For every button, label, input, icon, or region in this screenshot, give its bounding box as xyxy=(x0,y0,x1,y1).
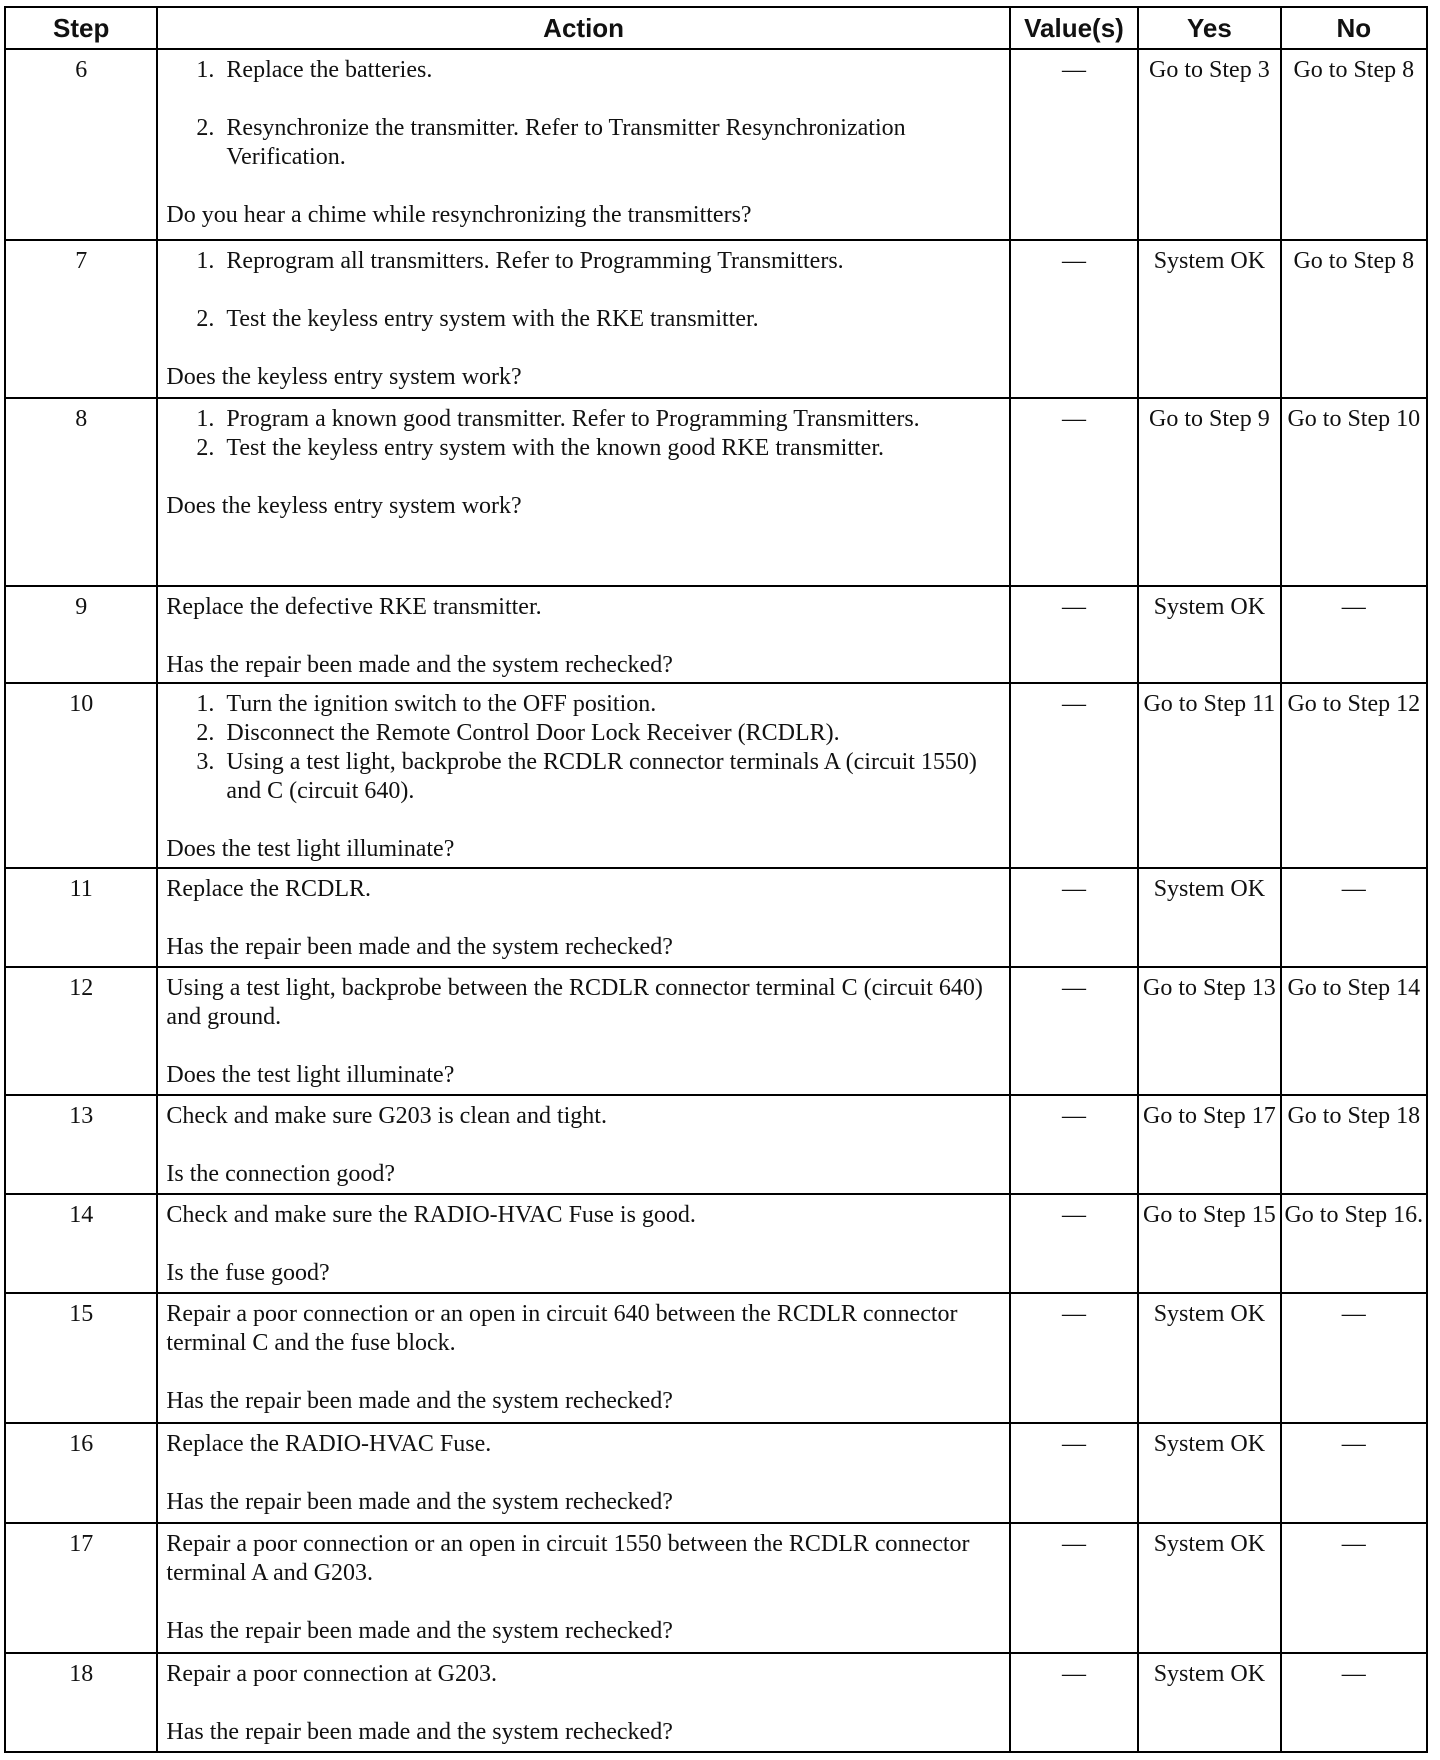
yes-cell: Go to Step 11 xyxy=(1138,683,1280,868)
no-cell: Go to Step 18 xyxy=(1281,1095,1427,1194)
action-text: Replace the defective RKE transmitter. xyxy=(166,593,542,620)
step-number: 13 xyxy=(5,1095,157,1194)
step-item-number: 1. xyxy=(196,57,215,83)
table-row xyxy=(5,967,1427,1096)
yes-cell: System OK xyxy=(1138,868,1280,967)
action-text: Replace the RADIO-HVAC Fuse. xyxy=(166,1431,492,1458)
value-cell: — xyxy=(1010,967,1138,1096)
table-row xyxy=(5,1095,1427,1194)
no-cell: Go to Step 12 xyxy=(1281,683,1427,868)
value-cell: — xyxy=(1010,1095,1138,1194)
action-steps xyxy=(166,56,1002,172)
action-text: Check and make sure G203 is clean and tight. xyxy=(166,1103,607,1130)
diagnostic-table xyxy=(4,6,1428,1753)
step-number: 14 xyxy=(5,1194,157,1293)
yes-cell: System OK xyxy=(1138,1653,1280,1752)
step-item-number: 1. xyxy=(196,405,215,432)
step-item-text: Reprogram all transmitters. Refer to Programming Transmitters. xyxy=(226,248,844,274)
value-cell: — xyxy=(1010,1653,1138,1752)
question-text: Does the keyless entry system work? xyxy=(166,364,522,390)
question-text: Does the keyless entry system work? xyxy=(166,492,522,519)
action-text: Repair a poor connection or an open in circuit 1550 between the RCDLR connector terminal A and G203. xyxy=(166,1530,970,1586)
table-row xyxy=(5,683,1427,868)
step-number: 17 xyxy=(5,1523,157,1654)
yes-cell: Go to Step 3 xyxy=(1138,49,1280,240)
action-steps xyxy=(166,247,1002,334)
action-step xyxy=(166,405,1002,434)
no-cell: — xyxy=(1281,868,1427,967)
step-item-number: 2. xyxy=(196,720,215,747)
action-cell xyxy=(157,1653,1009,1752)
yes-cell: System OK xyxy=(1138,240,1280,398)
action-step xyxy=(166,690,1002,719)
step-number: 8 xyxy=(5,398,157,586)
action-cell xyxy=(157,1523,1009,1654)
step-item-text: Disconnect the Remote Control Door Lock Receiver (RCDLR). xyxy=(226,720,840,747)
table-row xyxy=(5,586,1427,684)
no-cell: — xyxy=(1281,1423,1427,1523)
yes-cell: System OK xyxy=(1138,1523,1280,1654)
no-cell: — xyxy=(1281,1523,1427,1654)
no-cell: — xyxy=(1281,1293,1427,1424)
no-cell: Go to Step 16. xyxy=(1281,1194,1427,1293)
step-number: 15 xyxy=(5,1293,157,1424)
value-cell: — xyxy=(1010,1523,1138,1654)
header-row xyxy=(5,7,1427,49)
action-step xyxy=(166,247,1002,276)
action-steps xyxy=(166,690,1002,806)
action-cell xyxy=(157,1293,1009,1424)
no-cell: — xyxy=(1281,586,1427,684)
yes-cell: Go to Step 13 xyxy=(1138,967,1280,1096)
question-text: Has the repair been made and the system rechecked? xyxy=(166,1387,673,1414)
table-row xyxy=(5,398,1427,586)
question-text: Does the test light illuminate? xyxy=(166,836,455,863)
no-cell: Go to Step 14 xyxy=(1281,967,1427,1096)
question-text: Has the repair been made and the system rechecked? xyxy=(166,1489,673,1516)
action-cell xyxy=(157,967,1009,1096)
table-row xyxy=(5,1653,1427,1752)
question-text: Is the connection good? xyxy=(166,1161,396,1188)
action-text: Repair a poor connection at G203. xyxy=(166,1661,497,1688)
action-cell xyxy=(157,586,1009,684)
step-number: 12 xyxy=(5,967,157,1096)
value-cell: — xyxy=(1010,586,1138,684)
step-item-number: 2. xyxy=(196,434,215,461)
header-values: Value(s) xyxy=(1010,7,1138,49)
value-cell: — xyxy=(1010,240,1138,398)
question-text: Has the repair been made and the system rechecked? xyxy=(166,1719,673,1746)
action-text: Using a test light, backprobe between the RCDLR connector terminal C (circuit 640) and ground. xyxy=(166,974,983,1030)
question-text: Has the repair been made and the system rechecked? xyxy=(166,1617,673,1644)
value-cell: — xyxy=(1010,398,1138,586)
step-item-text: Turn the ignition switch to the OFF position. xyxy=(226,691,657,718)
action-text: Repair a poor connection or an open in circuit 640 between the RCDLR connector terminal C and the fuse block. xyxy=(166,1300,958,1356)
step-item-number: 2. xyxy=(196,306,215,332)
step-item-text: Resynchronize the transmitter. Refer to Transmitter Resynchronization Verification. xyxy=(226,115,906,170)
step-item-number: 3. xyxy=(196,749,215,776)
step-item-text: Replace the batteries. xyxy=(226,57,433,83)
action-cell xyxy=(157,1423,1009,1523)
yes-cell: System OK xyxy=(1138,1293,1280,1424)
no-cell: — xyxy=(1281,1653,1427,1752)
step-item-text: Test the keyless entry system with the known good RKE transmitter. xyxy=(226,434,884,461)
action-cell xyxy=(157,49,1009,240)
question-text: Is the fuse good? xyxy=(166,1259,330,1286)
action-cell xyxy=(157,1194,1009,1293)
table-row xyxy=(5,240,1427,398)
yes-cell: Go to Step 15 xyxy=(1138,1194,1280,1293)
table-row xyxy=(5,49,1427,240)
action-step xyxy=(166,305,1002,334)
table-row xyxy=(5,1423,1427,1523)
value-cell: — xyxy=(1010,1194,1138,1293)
no-cell: Go to Step 8 xyxy=(1281,240,1427,398)
value-cell: — xyxy=(1010,1423,1138,1523)
step-item-number: 2. xyxy=(196,115,215,141)
question-text: Do you hear a chime while resynchronizing the transmitters? xyxy=(166,202,752,228)
question-text: Does the test light illuminate? xyxy=(166,1061,455,1088)
question-text: Has the repair been made and the system rechecked? xyxy=(166,934,673,961)
step-number: 18 xyxy=(5,1653,157,1752)
action-text: Replace the RCDLR. xyxy=(166,876,372,903)
header-yes: Yes xyxy=(1138,7,1280,49)
step-number: 11 xyxy=(5,868,157,967)
action-cell xyxy=(157,1095,1009,1194)
value-cell: — xyxy=(1010,868,1138,967)
table-row xyxy=(5,1523,1427,1654)
action-cell xyxy=(157,240,1009,398)
action-step xyxy=(166,434,1002,463)
step-item-text: Program a known good transmitter. Refer to Programming Transmitters. xyxy=(226,405,920,432)
action-cell xyxy=(157,868,1009,967)
step-item-number: 1. xyxy=(196,248,215,274)
action-cell xyxy=(157,398,1009,586)
header-action: Action xyxy=(157,7,1009,49)
value-cell: — xyxy=(1010,683,1138,868)
action-step xyxy=(166,114,1002,172)
step-item-text: Using a test light, backprobe the RCDLR connector terminals A (circuit 1550) and C (circuit 640). xyxy=(226,749,977,805)
step-number: 16 xyxy=(5,1423,157,1523)
action-text: Check and make sure the RADIO-HVAC Fuse is good. xyxy=(166,1201,696,1228)
yes-cell: System OK xyxy=(1138,586,1280,684)
header-no: No xyxy=(1281,7,1427,49)
value-cell: — xyxy=(1010,1293,1138,1424)
step-number: 9 xyxy=(5,586,157,684)
yes-cell: Go to Step 9 xyxy=(1138,398,1280,586)
yes-cell: Go to Step 17 xyxy=(1138,1095,1280,1194)
yes-cell: System OK xyxy=(1138,1423,1280,1523)
step-item-number: 1. xyxy=(196,691,215,718)
question-text: Has the repair been made and the system rechecked? xyxy=(166,651,673,678)
no-cell: Go to Step 10 xyxy=(1281,398,1427,586)
action-cell xyxy=(157,683,1009,868)
step-number: 6 xyxy=(5,49,157,240)
table-row xyxy=(5,1194,1427,1293)
step-number: 10 xyxy=(5,683,157,868)
action-step xyxy=(166,56,1002,85)
table-row xyxy=(5,868,1427,967)
step-item-text: Test the keyless entry system with the RKE transmitter. xyxy=(226,306,759,332)
header-step: Step xyxy=(5,7,157,49)
action-steps xyxy=(166,405,1002,463)
table-row xyxy=(5,1293,1427,1424)
action-step xyxy=(166,748,1002,806)
value-cell: — xyxy=(1010,49,1138,240)
no-cell: Go to Step 8 xyxy=(1281,49,1427,240)
action-step xyxy=(166,719,1002,748)
step-number: 7 xyxy=(5,240,157,398)
